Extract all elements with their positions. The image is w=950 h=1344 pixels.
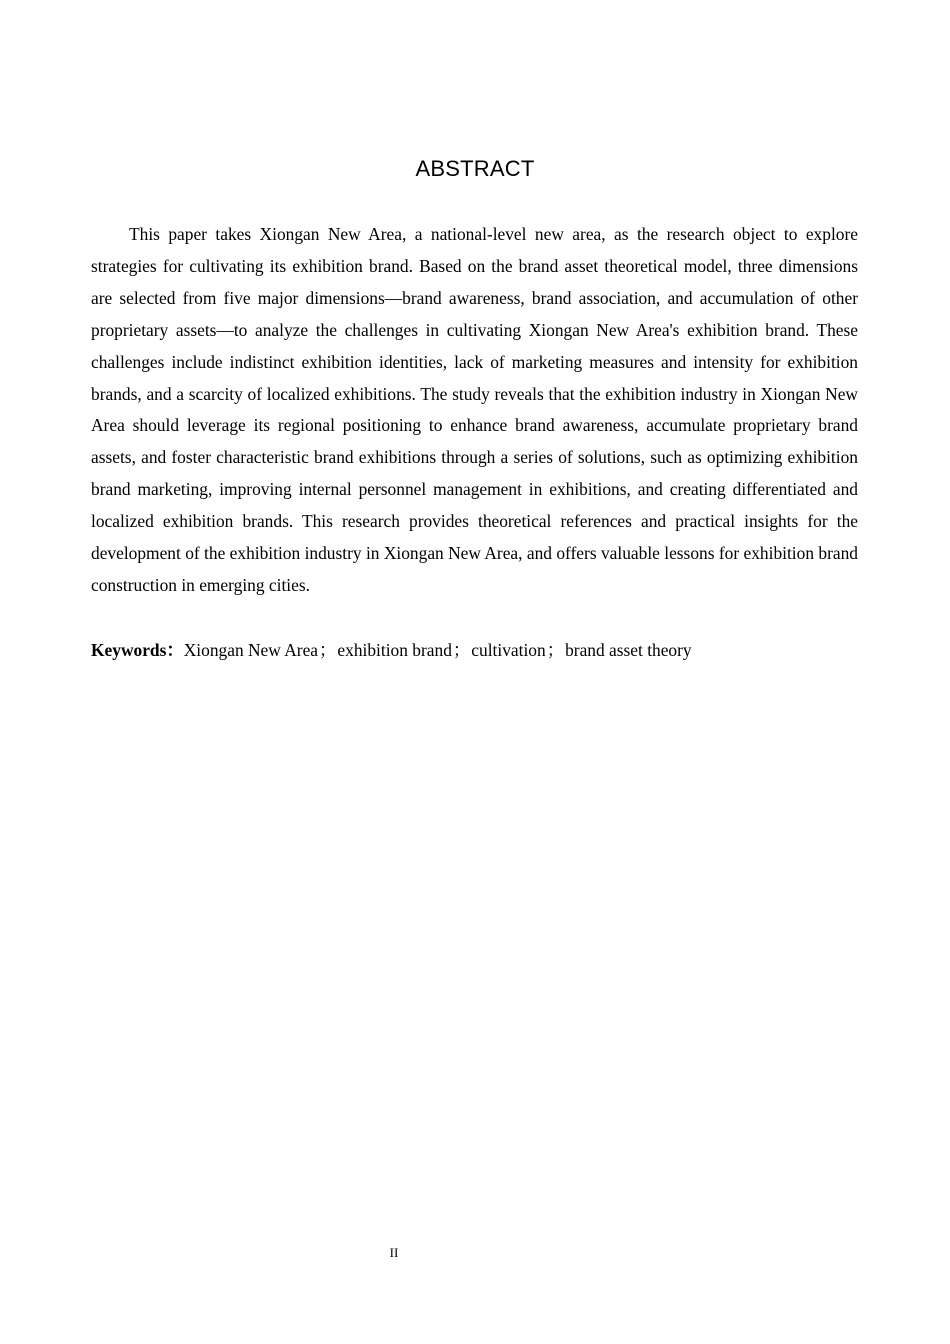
keyword-item: Xiongan New Area <box>183 640 319 660</box>
abstract-body: This paper takes Xiongan New Area, a national-level new area, as the research object to explore strategies for cultivating its exhibition brand. Based on the brand asset theoretical model, three dimensions are selected from five major dimensions—brand awareness, brand association, and accumulation of other proprietary assets—to analyze the challenges in cultivating Xiongan New Area's exhibition brand. These challenges include indistinct exhibition identities, lack of marketing measures and intensity for exhibition brands, and a scarcity of localized exhibitions. The study reveals that the exhibition industry in Xiongan New Area should leverage its regional positioning to enhance brand awareness, accumulate proprietary brand assets, and foster characteristic brand exhibitions through a series of solutions, such as optimizing exhibition brand marketing, improving internal personnel management in exhibitions, and creating differentiated and localized exhibition brands. This research provides theoretical references and practical insights for the development of the exhibition industry in Xiongan New Area, and offers valuable lessons for exhibition brand construction in emerging cities. <box>91 224 858 595</box>
keyword-item: brand asset theory <box>565 640 692 660</box>
keyword-separator: ； <box>319 640 337 660</box>
page-number: II <box>389 1245 399 1260</box>
keywords-line <box>91 635 858 667</box>
abstract-title: ABSTRACT <box>415 156 535 181</box>
keywords-label: Keywords： <box>91 640 184 660</box>
keyword-separator: ； <box>452 640 471 660</box>
keyword-item: cultivation <box>471 640 546 660</box>
keyword-item: exhibition brand <box>337 640 452 660</box>
keyword-separator: ； <box>546 640 565 660</box>
